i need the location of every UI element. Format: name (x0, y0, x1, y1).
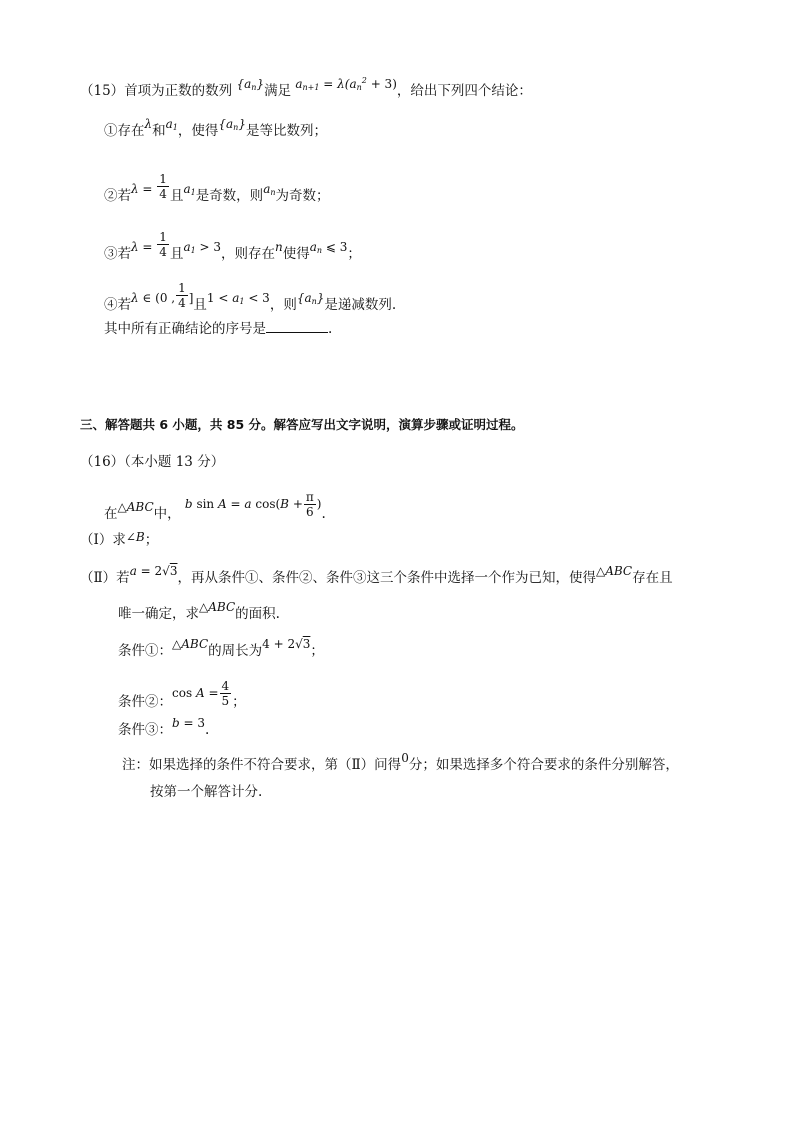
recurrence-formula: $a_{n+1} = \lambda(a_n^2 + 3)$ (295, 76, 397, 92)
lambda-symbol: λ (144, 117, 153, 131)
note-end: 分；如果选择多个符合要求的条件分别解答， (408, 757, 679, 773)
seq-an-symbol-3: $\{a_n\}$ (296, 291, 325, 306)
c2-mid: 是奇数，则 (195, 188, 264, 204)
intro-end: . (321, 506, 326, 522)
q16-part-2-line-2 (118, 600, 280, 624)
cond3-pre: 条件③： (118, 722, 172, 738)
c1-mid: ，使得 (177, 123, 219, 139)
lambda-eq-quarter: λ = (131, 182, 157, 196)
c4-mid: ，则 (269, 297, 297, 313)
ask-end: . (328, 321, 333, 337)
c2-and: 且 (169, 188, 184, 204)
c3-and: 且 (169, 246, 184, 262)
triangle-abc-4: △ABC (172, 637, 209, 651)
b-eq-3: b = 3 (172, 716, 206, 730)
fraction-pi-over-6: $\frac{\pi}{6}$ (305, 490, 314, 519)
c3-end: ； (347, 246, 361, 262)
q15-text-3: ，给出下列四个结论： (396, 83, 532, 99)
c2-end: 为奇数； (275, 188, 330, 204)
cond1-mid: 的周长为 (208, 643, 263, 659)
c3-pre: ③若 (104, 246, 131, 262)
c4-and: 且 (193, 297, 207, 313)
seq-an-symbol: $\{a_n\}$ (236, 77, 265, 92)
condition-2 (118, 679, 246, 717)
c4-pre: ④若 (104, 297, 131, 313)
q15-conclusion-1 (104, 117, 327, 145)
c3-mid2: 使得 (282, 246, 310, 262)
p2-end: 存在且 (632, 570, 673, 586)
p2-l2-end: 的面积. (235, 606, 280, 622)
a-eq-2sqrt3: a = 2√3 (129, 564, 178, 578)
q16-intro (104, 490, 326, 529)
intro-mid: 中， (153, 506, 181, 522)
a1-gt-3: $a_1 > 3$ (183, 240, 222, 255)
cond1-end: ； (310, 643, 324, 659)
zero-symbol: 0 (401, 751, 409, 765)
lambda-in-interval: λ ∈ (0 , (131, 291, 176, 305)
q15-answer-prompt (104, 318, 332, 339)
lambda-eq-quarter-2: λ = (131, 240, 157, 254)
q16-part-2-line-1 (80, 564, 673, 588)
q15-conclusion-4 (104, 281, 397, 320)
fraction-one-quarter: $\frac{1}{4}$ (159, 172, 167, 201)
a1-symbol: $a_1$ (165, 117, 178, 132)
q15-text-2: 满足 (264, 83, 292, 99)
perimeter-value: 4 + 2√3 (262, 637, 311, 651)
paren-close: ) (316, 497, 322, 511)
given-equation: b sin A = a cos(B + (184, 497, 303, 511)
q16-number: （16）（本小题 13 分） (80, 454, 225, 470)
cond2-end: ； (232, 694, 246, 710)
q15-conclusion-2 (104, 172, 330, 211)
triangle-abc: △ABC (117, 500, 154, 514)
condition-3 (118, 716, 210, 740)
c2-pre: ②若 (104, 188, 131, 204)
cond3-end: . (205, 722, 210, 738)
p1-text: （Ⅰ）求 (80, 532, 126, 548)
fraction-one-quarter-3: $\frac{1}{4}$ (178, 281, 186, 310)
cosA-eq: cos A = (172, 686, 219, 700)
c1-and: 和 (152, 123, 166, 139)
triangle-abc-2: △ABC (595, 564, 633, 578)
c3-mid: ，则存在 (221, 246, 276, 262)
q16-part-1 (80, 530, 158, 550)
fraction-one-quarter-2: $\frac{1}{4}$ (159, 230, 167, 259)
answer-blank[interactable] (266, 318, 328, 333)
interval-close: ] (188, 291, 194, 305)
p2-l2-pre: 唯一确定，求 (118, 606, 199, 622)
a1-range: $1 < a_1 < 3$ (206, 291, 270, 306)
c1-pre: ①存在 (104, 123, 145, 139)
note-pre: 注：如果选择的条件不符合要求，第（Ⅱ）问得 (122, 757, 402, 773)
p2-mid: ，再从条件①、条件②、条件③这三个条件中选择一个作为已知，使得 (177, 570, 596, 586)
p2-pre: （Ⅱ）若 (80, 570, 130, 586)
cond2-pre: 条件②： (118, 694, 172, 710)
seq-an-symbol-2: $\{a_n\}$ (218, 117, 246, 132)
a1-symbol-2: $a_1$ (183, 182, 196, 197)
triangle-abc-3: △ABC (199, 600, 236, 614)
cond1-pre: 条件①： (118, 643, 172, 659)
ask-text: 其中所有正确结论的序号是 (104, 321, 266, 337)
q15-stem (80, 78, 532, 105)
n-symbol: n (275, 240, 283, 254)
intro-pre: 在 (104, 506, 118, 522)
fraction-four-fifths: $\frac{4}{5}$ (221, 679, 230, 708)
c1-end: 是等比数列； (245, 123, 327, 139)
angle-b: ∠B (125, 530, 145, 544)
note-line-1 (122, 751, 679, 775)
q15-conclusion-3 (104, 230, 361, 269)
section-3-heading: 三、解答题共 6 小题，共 85 分。解答应写出文字说明，演算步骤或证明过程。 (80, 417, 524, 432)
c4-end: 是递减数列. (324, 297, 397, 313)
q15-text-1: 首项为正数的数列 (124, 83, 233, 99)
an-symbol: $a_n$ (263, 182, 276, 197)
note-line-2: 按第一个解答计分. (150, 784, 263, 800)
an-le-3: $a_n$ ⩽ 3 (309, 240, 348, 255)
q15-number: （15） (80, 83, 125, 99)
p1-end: ； (144, 532, 159, 548)
condition-1 (118, 637, 324, 661)
